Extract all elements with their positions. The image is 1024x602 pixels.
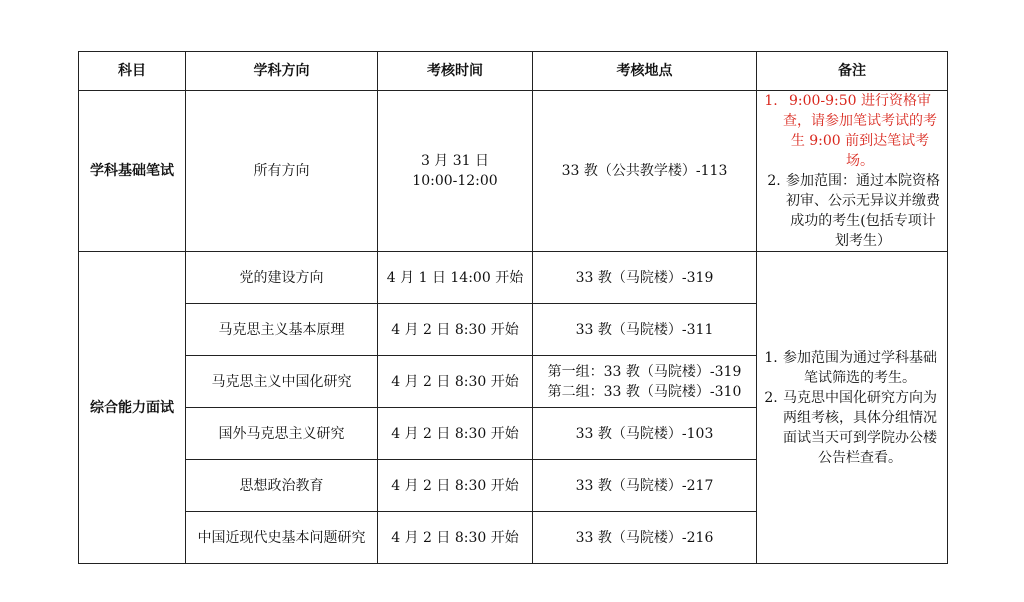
header-direction: 学科方向: [186, 52, 378, 91]
header-row: [79, 52, 948, 91]
interview-location-line: 33 教（马院楼）-103: [575, 425, 714, 442]
written-note-1: [763, 91, 941, 171]
interview-time: 4 月 2 日 8:30 开始: [378, 356, 533, 408]
interview-direction: 马克思主义中国化研究: [186, 356, 378, 408]
written-exam-date: 3 月 31 日: [420, 153, 490, 169]
written-exam-direction: 所有方向: [186, 91, 378, 252]
interview-direction: 思想政治教育: [186, 460, 378, 512]
interview-location-line: 33 教（马院楼）-319: [575, 269, 714, 286]
interview-location: [533, 252, 757, 304]
interview-direction: 中国近现代史基本问题研究: [186, 512, 378, 564]
interview-direction: 党的建设方向: [186, 252, 378, 304]
written-exam-notes: [757, 91, 948, 252]
header-notes: 备注: [757, 52, 948, 91]
header-location: 考核地点: [533, 52, 757, 91]
interview-location: [533, 512, 757, 564]
interview-time: 4 月 2 日 8:30 开始: [378, 460, 533, 512]
interview-time: 4 月 1 日 14:00 开始: [378, 252, 533, 304]
interview-note-2-num: 2.: [764, 389, 778, 406]
interview-direction: 马克思主义基本原理: [186, 304, 378, 356]
written-exam-hours: 10:00-12:00: [412, 173, 498, 189]
written-exam-time: [378, 91, 533, 252]
interview-note-2-text: 马克思中国化研究方向为两组考核，具体分组情况面试当天可到学院办公楼公告栏查看。: [783, 389, 937, 466]
interview-notes: [757, 252, 948, 564]
written-exam-subject: 学科基础笔试: [79, 91, 186, 252]
written-note-1-num: 1.: [764, 93, 778, 109]
interview-location-line: 第一组：33 教（马院楼）-319: [547, 363, 742, 380]
interview-location-line: 33 教（马院楼）-311: [575, 321, 714, 338]
interview-location-line: 33 教（马院楼）-217: [575, 477, 714, 494]
interview-location: [533, 304, 757, 356]
interview-note-2: [763, 388, 941, 468]
written-exam-row: [79, 91, 948, 252]
interview-subject: 综合能力面试: [79, 252, 186, 564]
interview-time: 4 月 2 日 8:30 开始: [378, 304, 533, 356]
interview-location: [533, 408, 757, 460]
exam-schedule-table: [78, 51, 948, 564]
interview-note-1-num: 1.: [764, 349, 778, 366]
interview-location-line: 第二组：33 教（马院楼）-310: [547, 383, 742, 400]
interview-time: 4 月 2 日 8:30 开始: [378, 408, 533, 460]
interview-location: [533, 460, 757, 512]
header-subject: 科目: [79, 52, 186, 91]
interview-note-1: [763, 348, 941, 388]
interview-direction: 国外马克思主义研究: [186, 408, 378, 460]
written-note-1-text: 9:00-9:50 进行资格审查，请参加笔试考试的考生 9:00 前到达笔试考场。: [783, 93, 937, 169]
interview-note-1-text: 参加范围为通过学科基础笔试筛选的考生。: [783, 349, 937, 386]
header-time: 考核时间: [378, 52, 533, 91]
interview-time: 4 月 2 日 8:30 开始: [378, 512, 533, 564]
written-note-2-text: 参加范围：通过本院资格初审、公示无异议并缴费成功的考生(包括专项计划考生）: [786, 173, 940, 249]
written-exam-location: 33 教（公共教学楼）-113: [533, 91, 757, 252]
interview-row: [79, 252, 948, 304]
interview-location: [533, 356, 757, 408]
interview-location-line: 33 教（马院楼）-216: [575, 529, 714, 546]
written-note-2-num: 2.: [767, 173, 781, 189]
written-note-2: [763, 171, 941, 251]
